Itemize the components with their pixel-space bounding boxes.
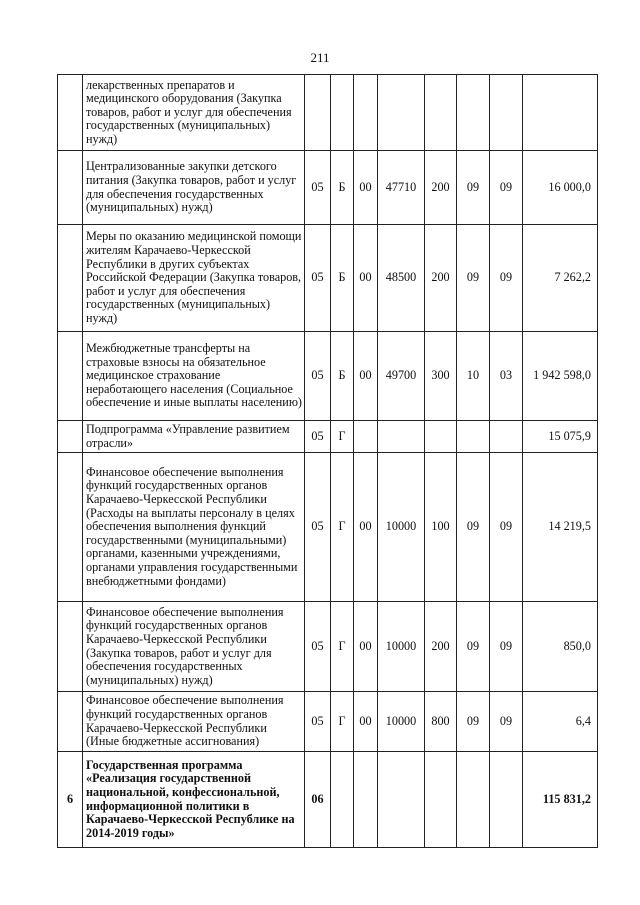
amount (523, 75, 598, 151)
subprogram-code: Г (331, 421, 354, 453)
row-number (58, 332, 83, 421)
direction-code: 10000 (378, 453, 425, 602)
row-number (58, 151, 83, 225)
expense-type-code (425, 421, 457, 453)
subprogram-code: Б (331, 151, 354, 225)
table-row (58, 75, 598, 151)
program-code: 05 (305, 225, 331, 332)
subsection-code: 09 (490, 602, 523, 692)
table-row (58, 453, 598, 602)
table-row (58, 332, 598, 421)
amount: 850,0 (523, 602, 598, 692)
expense-type-code: 200 (425, 151, 457, 225)
program-code: 05 (305, 453, 331, 602)
row-number (58, 75, 83, 151)
expense-type-code (425, 75, 457, 151)
expense-type-code: 300 (425, 332, 457, 421)
row-description: Финансовое обеспечение выполнения функций государственных органов Карачаево-Черкесской Республики (Расходы на выплаты персоналу в целях обеспечения выполнения функций государственными (муниципальными) органами, казенными учреждениями, органами управления государственными внебюджетными фондами) (83, 453, 305, 602)
section-code: 09 (457, 692, 490, 752)
amount: 1 942 598,0 (523, 332, 598, 421)
row-description: Межбюджетные трансферты на страховые взносы на обязательное медицинское страхование неработающего населения (Социальное обеспечение и иные выплаты населению) (83, 332, 305, 421)
subprogram-code: Г (331, 453, 354, 602)
amount: 15 075,9 (523, 421, 598, 453)
section-code (457, 752, 490, 848)
table-row (58, 602, 598, 692)
subprogram-code: Б (331, 225, 354, 332)
row-description: Централизованные закупки детского питания (Закупка товаров, работ и услуг для обеспечения государственных (муниципальных) нужд) (83, 151, 305, 225)
subsection-code (490, 421, 523, 453)
subprogram-code (331, 75, 354, 151)
amount: 6,4 (523, 692, 598, 752)
table-row (58, 225, 598, 332)
subsection-code (490, 752, 523, 848)
amount: 115 831,2 (523, 752, 598, 848)
subsection-code: 09 (490, 151, 523, 225)
expense-type-code: 200 (425, 225, 457, 332)
event-code: 00 (354, 602, 378, 692)
expense-type-code: 200 (425, 602, 457, 692)
page-number: 211 (310, 50, 330, 65)
program-code: 05 (305, 692, 331, 752)
row-description: Государственная программа «Реализация государственной национальной, конфессиональной, информационной политики в Карачаево-Черкесской Республике на 2014-2019 годы» (83, 752, 305, 848)
event-code (354, 752, 378, 848)
table-row-program-total (58, 752, 598, 848)
program-code: 05 (305, 332, 331, 421)
row-description: лекарственных препаратов и медицинского оборудования (Закупка товаров, работ и услуг для обеспечения государственных (муниципальных) нужд) (83, 75, 305, 151)
subsection-code: 09 (490, 453, 523, 602)
event-code: 00 (354, 692, 378, 752)
event-code (354, 75, 378, 151)
amount: 14 219,5 (523, 453, 598, 602)
event-code: 00 (354, 151, 378, 225)
subsection-code: 03 (490, 332, 523, 421)
section-code (457, 421, 490, 453)
table-row (58, 151, 598, 225)
section-code: 09 (457, 602, 490, 692)
row-number: 6 (58, 752, 83, 848)
subprogram-code: Г (331, 692, 354, 752)
subsection-code: 09 (490, 225, 523, 332)
event-code: 00 (354, 225, 378, 332)
subsection-code (490, 75, 523, 151)
subprogram-code: Б (331, 332, 354, 421)
section-code: 09 (457, 151, 490, 225)
direction-code: 47710 (378, 151, 425, 225)
expense-type-code: 100 (425, 453, 457, 602)
table-row (58, 421, 598, 453)
program-code: 06 (305, 752, 331, 848)
direction-code (378, 421, 425, 453)
row-description: Финансовое обеспечение выполнения функций государственных органов Карачаево-Черкесской Республики (Закупка товаров, работ и услуг для обеспечения государственных (муниципальных) нужд) (83, 602, 305, 692)
row-number (58, 421, 83, 453)
subsection-code: 09 (490, 692, 523, 752)
expense-type-code (425, 752, 457, 848)
program-code: 05 (305, 602, 331, 692)
row-number (58, 225, 83, 332)
event-code: 00 (354, 453, 378, 602)
section-code: 09 (457, 225, 490, 332)
section-code: 10 (457, 332, 490, 421)
budget-table (57, 74, 598, 848)
row-description: Меры по оказанию медицинской помощи жителям Карачаево-Черкесской Республики в других субъектах Российской Федерации (Закупка товаров, работ и услуг для обеспечения государственных (муниципальных) нужд) (83, 225, 305, 332)
direction-code: 10000 (378, 602, 425, 692)
program-code (305, 75, 331, 151)
section-code (457, 75, 490, 151)
row-number (58, 453, 83, 602)
program-code: 05 (305, 421, 331, 453)
direction-code (378, 752, 425, 848)
direction-code: 10000 (378, 692, 425, 752)
subprogram-code (331, 752, 354, 848)
row-description: Финансовое обеспечение выполнения функций государственных органов Карачаево-Черкесской Республики (Иные бюджетные ассигнования) (83, 692, 305, 752)
program-code: 05 (305, 151, 331, 225)
amount: 7 262,2 (523, 225, 598, 332)
direction-code (378, 75, 425, 151)
row-number (58, 602, 83, 692)
table-row (58, 692, 598, 752)
expense-type-code: 800 (425, 692, 457, 752)
subprogram-code: Г (331, 602, 354, 692)
row-description: Подпрограмма «Управление развитием отрасли» (83, 421, 305, 453)
event-code: 00 (354, 332, 378, 421)
direction-code: 49700 (378, 332, 425, 421)
event-code (354, 421, 378, 453)
row-number (58, 692, 83, 752)
direction-code: 48500 (378, 225, 425, 332)
amount: 16 000,0 (523, 151, 598, 225)
section-code: 09 (457, 453, 490, 602)
